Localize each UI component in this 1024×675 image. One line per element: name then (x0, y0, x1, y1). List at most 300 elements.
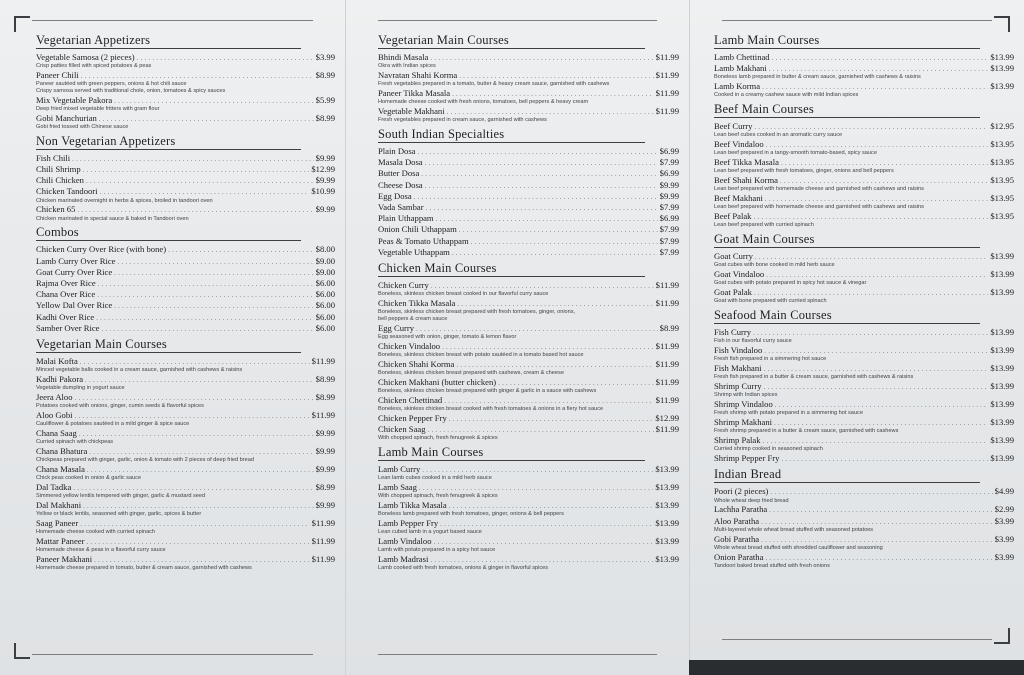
item-name: Fish Chili (36, 152, 71, 163)
item-price: $9.99 (315, 464, 335, 475)
menu-item-row (36, 500, 335, 511)
item-price: $13.95 (990, 211, 1014, 222)
border-line (378, 654, 657, 655)
border-line (722, 639, 992, 640)
dot-leader (96, 313, 313, 323)
menu-item-row (378, 341, 679, 352)
menu-panel-center (345, 0, 689, 675)
menu-item (378, 413, 679, 424)
dot-leader (425, 181, 658, 191)
item-name: Onion Chili Uthappam (378, 224, 457, 235)
section-title: Chicken Main Courses (378, 262, 645, 277)
menu-item-row (378, 106, 679, 117)
item-name: Poori (2 pieces) (714, 486, 769, 497)
item-name: Saag Paneer (36, 518, 79, 529)
dot-leader (83, 501, 314, 511)
item-description: Lamb with potato prepared in a spicy hot sauce (378, 547, 496, 554)
menu-item (36, 323, 335, 334)
item-name: Yellow Dal Over Rice (36, 300, 113, 311)
dot-leader (100, 187, 310, 197)
section-title: Indian Bread (714, 468, 980, 483)
item-description: Homemade cheese cooked with curried spinach (36, 529, 156, 536)
item-description: Fresh fish prepared in a simmering hot sauce (714, 356, 827, 363)
dot-leader (137, 53, 314, 63)
menu-item (36, 256, 335, 267)
item-price: $13.99 (990, 435, 1014, 446)
item-price: $12.95 (990, 121, 1014, 132)
menu-item (36, 204, 335, 222)
item-name: Chana Saag (36, 428, 77, 439)
item-description: Boneless, skinless chicken breast cooked in our flavorful curry sauce (378, 291, 549, 298)
menu-item (36, 428, 335, 446)
item-price: $7.99 (659, 224, 679, 235)
dot-leader (436, 214, 658, 224)
item-price: $11.99 (655, 394, 679, 405)
item-price: $9.99 (659, 179, 679, 190)
item-name: Lachha Paratha (714, 504, 768, 515)
dot-leader (761, 517, 993, 527)
dot-leader (75, 393, 314, 403)
item-description: Okra with Indian spices (378, 63, 436, 70)
menu-item (378, 52, 679, 70)
item-description: Boneless, skinless chicken breast prepared with ginger & garlic in a sauce with cashews (378, 388, 597, 395)
menu-item (378, 157, 679, 168)
item-description: With chopped spinach, fresh fenugreek & spices (378, 493, 498, 500)
dot-leader (98, 279, 314, 289)
item-price: $5.99 (315, 94, 335, 105)
item-name: Chili Chicken (36, 175, 84, 186)
dot-leader (114, 301, 313, 311)
item-name: Paneer Chili (36, 70, 79, 80)
menu-item-row (378, 554, 679, 565)
dot-leader (765, 194, 988, 204)
item-price: $11.99 (311, 518, 335, 529)
menu-item-row (36, 289, 335, 300)
menu-item (36, 289, 335, 300)
item-name: Chicken Vindaloo (378, 340, 441, 351)
menu-item-row (36, 518, 335, 529)
menu-item (36, 278, 335, 289)
item-price: $8.00 (315, 244, 335, 255)
item-name: Lamb Curry Over Rice (36, 255, 116, 266)
item-price: $13.95 (990, 175, 1014, 186)
menu-item (378, 554, 679, 572)
item-price: $9.00 (315, 255, 335, 266)
dot-leader (764, 382, 989, 392)
item-price: $7.99 (659, 246, 679, 257)
menu-item (36, 374, 335, 392)
item-price: $9.99 (315, 175, 335, 186)
menu-item (36, 356, 335, 374)
menu-item-row (36, 70, 335, 81)
item-name: Chicken Tandoori (36, 186, 98, 197)
item-description: Goat cubes with bone cooked in mild herb sauce (714, 262, 835, 269)
dot-leader (425, 158, 658, 168)
section-title: Seafood Main Courses (714, 309, 980, 324)
menu-item (36, 300, 335, 311)
item-name: Masala Dosa (378, 157, 423, 168)
menu-item-row (36, 186, 335, 197)
menu-item-row (36, 267, 335, 278)
item-price: $6.00 (315, 311, 335, 322)
menu-item-row (378, 52, 679, 63)
item-name: Mix Vegetable Pakora (36, 94, 113, 105)
item-name: Vegetable Samosa (2 pieces) (36, 52, 135, 62)
item-description: Deep fried mixed vegetable fritters with gram flour (36, 106, 160, 112)
menu-item (714, 175, 1014, 193)
menu-item (714, 345, 1014, 363)
dot-leader (755, 252, 988, 262)
item-name: Goat Palak (714, 287, 752, 298)
dot-leader (444, 396, 653, 406)
item-price: $9.99 (315, 152, 335, 163)
menu-item-row (714, 211, 1014, 222)
item-description: Fresh vegetables prepared in cream sauce, garnished with cashews (378, 117, 547, 124)
menu-item-row (36, 554, 335, 565)
dot-leader (775, 400, 989, 410)
item-price: $11.99 (311, 554, 335, 565)
item-price: $2.99 (994, 504, 1014, 515)
menu-item-row (714, 327, 1014, 338)
menu-item-row (378, 247, 679, 258)
item-name: Chicken 65 (36, 204, 76, 215)
menu-item-row (36, 410, 335, 421)
menu-item (714, 534, 1014, 552)
dot-leader (101, 324, 313, 334)
item-name: Chicken Chettinad (378, 394, 443, 405)
item-price: $6.99 (659, 213, 679, 224)
item-name: Rajma Over Rice (36, 278, 96, 289)
item-name: Lamb Vindaloo (378, 536, 432, 547)
item-description: Boneless lamb prepared in butter & cream sauce, garnished with cashews & raisins (714, 74, 921, 81)
menu-item (378, 377, 679, 395)
menu-panel-right (689, 0, 1024, 660)
item-name: Chicken Pepper Fry (378, 412, 447, 423)
menu-item-row (714, 193, 1014, 204)
dot-leader (85, 375, 314, 385)
item-price: $6.00 (315, 300, 335, 311)
section-title: Vegetarian Appetizers (36, 34, 301, 49)
item-price: $11.99 (655, 106, 679, 116)
dot-leader (754, 288, 988, 298)
item-name: Aloo Gobi (36, 410, 73, 421)
menu-item-row (378, 70, 679, 81)
item-description: Goat cubes with potato prepared in spicy hot sauce & vinegar (714, 280, 867, 287)
menu-item (378, 224, 679, 235)
item-price: $13.99 (655, 482, 679, 493)
menu-item (378, 536, 679, 554)
item-price: $11.99 (655, 88, 679, 98)
item-price: $3.99 (315, 52, 335, 62)
item-price: $11.99 (655, 52, 679, 62)
item-price: $13.99 (990, 81, 1014, 92)
dot-leader (449, 414, 654, 424)
item-description: Cauliflower & potatoes sautéed in a mild ginger & spice sauce (36, 421, 190, 428)
item-name: Chicken Shahi Korma (378, 358, 455, 369)
item-description: Curried spinach with chickpeas (36, 439, 114, 446)
menu-item-row (714, 399, 1014, 410)
item-name: Kadhi Over Rice (36, 311, 95, 322)
item-name: Lamb Saag (378, 482, 417, 493)
section-title: Vegetarian Main Courses (378, 34, 645, 49)
menu-item-row (714, 81, 1014, 92)
dot-leader (72, 154, 314, 164)
dot-leader (762, 82, 988, 92)
item-description: Lamb cooked with fresh tomatoes, onions & ginger in flavorful spices (378, 565, 549, 572)
menu-item (378, 341, 679, 359)
item-price: $9.99 (659, 190, 679, 201)
menu-item-row (714, 417, 1014, 428)
item-name: Mattar Paneer (36, 536, 85, 547)
item-description: Minced vegetable balls cooked in a cream sauce, garnished with cashews & raisins (36, 367, 243, 374)
dot-leader (766, 140, 989, 150)
item-description: Boneless lamb prepared with fresh tomatoes, ginger, onions & bell peppers (378, 511, 564, 518)
section-title: Lamb Main Courses (714, 34, 980, 49)
menu-item-row (36, 356, 335, 367)
menu-item-row (378, 202, 679, 213)
item-name: Fish Curry (714, 327, 752, 338)
dot-leader (764, 364, 989, 374)
dot-leader (753, 328, 988, 338)
item-price: $11.99 (655, 340, 679, 351)
menu-item-row (36, 204, 335, 215)
menu-item (714, 63, 1014, 81)
menu-item-row (714, 287, 1014, 298)
menu-item (378, 395, 679, 413)
menu-item (378, 180, 679, 191)
item-price: $9.99 (315, 204, 335, 215)
menu-item-row (714, 269, 1014, 280)
menu-item-row (378, 213, 679, 224)
menu-item (714, 52, 1014, 63)
dot-leader (417, 147, 657, 157)
menu-item (36, 446, 335, 464)
menu-item-row (378, 536, 679, 547)
dot-leader (81, 71, 314, 81)
section-title: Goat Main Courses (714, 233, 980, 248)
item-description: Tandoori baked bread stuffed with fresh onions (714, 562, 830, 569)
dot-leader (754, 122, 988, 132)
item-description: Boneless, skinless chicken breast prepared with fresh tomatoes, ginger, onions, (378, 309, 576, 316)
menu-item (378, 168, 679, 179)
item-name: Samber Over Rice (36, 322, 100, 333)
item-price: $3.99 (994, 515, 1014, 526)
menu-item (714, 121, 1014, 139)
menu-item (714, 287, 1014, 305)
menu-item (714, 81, 1014, 99)
item-price: $8.99 (659, 322, 679, 333)
menu-item-row (714, 381, 1014, 392)
item-name: Fish Vindaloo (714, 345, 763, 356)
dot-leader (73, 483, 313, 493)
menu-item (378, 323, 679, 341)
dot-leader (87, 465, 314, 475)
menu-item-row (36, 374, 335, 385)
item-price: $13.99 (990, 251, 1014, 262)
dot-leader (764, 346, 988, 356)
menu-item (36, 518, 335, 536)
item-name: Gobi Manchurian (36, 112, 97, 123)
item-price: $11.99 (311, 536, 335, 547)
menu-item (714, 193, 1014, 211)
dot-leader (769, 64, 989, 74)
dot-leader (434, 537, 654, 547)
item-name: Chili Shrimp (36, 164, 81, 174)
item-name: Gobi Paratha (714, 533, 760, 544)
item-name: Dal Tadka (36, 482, 72, 493)
dot-leader (457, 299, 653, 309)
menu-item-row (714, 63, 1014, 74)
item-name: Chicken Makhani (butter chicken) (378, 376, 497, 387)
panel-content (714, 34, 1014, 570)
item-name: Dal Makhani (36, 500, 82, 511)
item-name: Lamb Pepper Fry (378, 518, 439, 529)
item-name: Plain Uthappam (378, 213, 434, 224)
item-price: $9.00 (315, 266, 335, 277)
item-description: Fresh vegetables prepared in a tomato, butter & heavy cream sauce, garnished with cashews (378, 81, 610, 88)
menu-item (36, 500, 335, 518)
menu-item (378, 359, 679, 377)
item-description: Egg seasoned with onion, ginger, tomato & lemon flavor (378, 334, 517, 341)
dot-leader (449, 501, 654, 511)
menu-item (378, 146, 679, 157)
menu-item-row (36, 312, 335, 323)
item-price: $13.99 (990, 399, 1014, 410)
menu-item (36, 244, 335, 255)
item-name: Beef Vindaloo (714, 139, 764, 150)
dot-leader (766, 270, 988, 280)
dot-leader (440, 519, 653, 529)
item-name: Shrimp Curry (714, 381, 762, 392)
item-description: Lean beef prepared in a tangy-smooth tomato-based, spicy sauce (714, 150, 877, 157)
dot-leader (114, 96, 313, 106)
menu-item (36, 113, 335, 131)
dot-leader (414, 192, 658, 202)
dot-leader (94, 555, 310, 565)
menu-item-row (378, 157, 679, 168)
item-name: Lamb Madrasi (378, 554, 429, 565)
menu-item (714, 516, 1014, 534)
item-price: $11.99 (655, 280, 679, 291)
item-price: $6.00 (315, 322, 335, 333)
item-price: $3.99 (994, 533, 1014, 544)
menu-item (378, 500, 679, 518)
section-title: Beef Main Courses (714, 103, 980, 118)
menu-item-row (714, 251, 1014, 262)
menu-item-row (36, 536, 335, 547)
item-price: $9.99 (315, 428, 335, 439)
menu-item (378, 518, 679, 536)
dot-leader (459, 71, 653, 81)
item-description: Chicken marinated in special sauce & baked in Tandoori oven (36, 215, 189, 222)
item-price: $13.99 (990, 417, 1014, 428)
dot-leader (419, 483, 653, 493)
item-description: Fish in our flavorful curry sauce (714, 338, 792, 345)
menu-item-row (36, 428, 335, 439)
menu-item-row (36, 153, 335, 164)
item-name: Shrimp Vindaloo (714, 399, 773, 410)
item-name: Shrimp Palak (714, 435, 761, 446)
dot-leader (442, 342, 654, 352)
item-description: With chopped spinach, fresh fenugreek & spices (378, 435, 498, 442)
section-title: Non Vegetarian Appetizers (36, 135, 301, 150)
menu-item (36, 536, 335, 554)
item-name: Peas & Tomato Uthappam (378, 235, 469, 246)
section-title: Combos (36, 226, 301, 241)
menu-item-row (714, 504, 1014, 515)
dot-leader (426, 203, 658, 213)
item-price: $8.99 (315, 392, 335, 403)
panel-content (378, 34, 679, 572)
item-name: Chicken Saag (378, 424, 426, 435)
dot-leader (430, 555, 653, 565)
section-title: Lamb Main Courses (378, 446, 645, 461)
menu-item (378, 236, 679, 247)
item-name: Goat Vindaloo (714, 269, 765, 280)
dot-leader (86, 537, 309, 547)
border-line (32, 20, 313, 21)
dot-leader (765, 553, 992, 563)
item-description: Goat with bone prepared with curried spinach (714, 298, 827, 305)
corner-ornament (994, 628, 1010, 644)
dot-leader (753, 212, 988, 222)
item-name: Paneer Tikka Masala (378, 88, 451, 98)
item-description: Simmered yellow lentils tempered with ginger, garlic & mustard seed (36, 493, 206, 500)
item-description: Homemade cheese & peas in a flavorful curry sauce (36, 547, 166, 554)
item-description: Lean beef cubes cooked in an aromatic curry sauce (714, 132, 843, 139)
item-price: $7.99 (659, 202, 679, 213)
dot-leader (471, 237, 658, 247)
dot-leader (89, 447, 313, 457)
menu-item-row (378, 146, 679, 157)
menu-item (378, 70, 679, 88)
menu-item-row (714, 139, 1014, 150)
item-description: Chickpeas prepared with ginger, garlic, onion & tomato with 2 pieces of deep fried bread (36, 457, 254, 464)
item-price: $11.99 (655, 70, 679, 80)
item-description: Lean beef prepared with homemade cheese and garnished with cashews and raisins (714, 204, 924, 211)
menu-item-row (714, 157, 1014, 168)
menu-item-row (714, 175, 1014, 186)
border-line (32, 654, 313, 655)
menu-item (378, 482, 679, 500)
dot-leader (447, 107, 654, 117)
corner-ornament (14, 643, 30, 659)
menu-item-row (378, 180, 679, 191)
menu-item (714, 211, 1014, 229)
item-price: $13.99 (655, 464, 679, 475)
menu-item-row (36, 392, 335, 403)
item-name: Chicken Tikka Masala (378, 298, 456, 309)
item-price: $13.95 (990, 193, 1014, 204)
menu-item (378, 424, 679, 442)
menu-item-row (378, 236, 679, 247)
menu-item-row (378, 395, 679, 406)
border-line (722, 20, 992, 21)
dot-leader (421, 169, 657, 179)
item-name: Lamb Curry (378, 464, 421, 475)
item-description: Crispy samosa served with traditional chole, onion, tomatoes & spicy sauces (36, 88, 226, 94)
menu-item-row (714, 345, 1014, 356)
menu-item-row (36, 300, 335, 311)
menu-item (36, 267, 335, 278)
item-price: $13.99 (990, 327, 1014, 338)
item-name: Fish Makhani (714, 363, 762, 374)
menu-item (378, 202, 679, 213)
item-price: $8.99 (315, 112, 335, 123)
menu-item-row (378, 500, 679, 511)
dot-leader (114, 268, 314, 278)
item-name: Vegetable Uthappam (378, 246, 450, 257)
